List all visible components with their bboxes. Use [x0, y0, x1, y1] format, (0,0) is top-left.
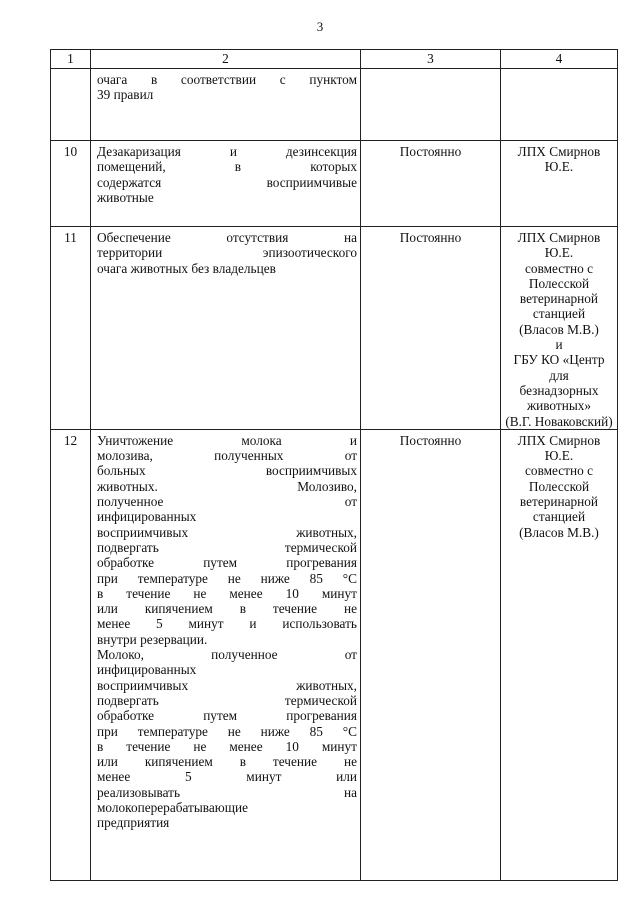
action-cell [91, 141, 361, 227]
action-line: внутри резервации. [97, 631, 208, 647]
table-header-row [51, 50, 618, 69]
responsible-cell [501, 141, 618, 227]
action-line: или кипячением в течение не [97, 601, 357, 617]
responsible-line: ветеринарной станцией [519, 291, 599, 322]
action-cell [91, 69, 361, 141]
action-line: территории эпизоотического [97, 245, 357, 261]
action-line: предприятия [97, 815, 170, 831]
responsible-line: (Власов М.В.) [519, 524, 599, 540]
responsible-line: (В.Г. Новаковский) [505, 413, 613, 429]
action-line: подвергать термической [97, 539, 357, 555]
table-row [51, 429, 618, 880]
responsible-line: ЛПХ Смирнов Ю.Е. [517, 432, 601, 464]
page-number: 3 [316, 19, 324, 34]
term-cell: Постоянно [361, 429, 501, 880]
action-line: животные [97, 189, 154, 205]
action-line: молокоперерабатывающие [97, 799, 248, 815]
responsible-line: ЛПХ Смирнов Ю.Е. [517, 230, 601, 261]
responsible-line: ЛПХ Смирнов Ю.Е. [517, 144, 601, 175]
action-line: Обеспечение отсутствия на [97, 230, 357, 245]
responsible-line: животных» [526, 398, 592, 414]
action-line: 39 правил [97, 87, 154, 103]
row-number-cell [51, 69, 91, 141]
action-line: помещений, в которых [97, 159, 357, 175]
row-number: 10 [51, 141, 91, 227]
action-line: при температуре не ниже 85 °С [97, 570, 357, 586]
action-line: полученное от [97, 494, 357, 510]
action-line: инфицированных [97, 509, 197, 525]
row-number: 11 [51, 227, 91, 430]
action-line: содержатся восприимчивые [97, 174, 357, 190]
action-line: в течение не менее 10 минут [97, 738, 357, 754]
responsible-line: безнадзорных [519, 382, 599, 398]
action-line: обработке путем прогревания [97, 708, 357, 724]
responsible-cell [501, 429, 618, 880]
table-row [51, 227, 618, 430]
action-cell [91, 429, 361, 880]
action-line: подвергать термической [97, 692, 357, 708]
action-line: при температуре не ниже 85 °С [97, 723, 357, 739]
row-number: 12 [51, 429, 91, 880]
responsible-line: ветеринарной станцией [519, 494, 599, 525]
responsible-line: совместно с Полесской [525, 463, 593, 494]
action-line: восприимчивых животных, [97, 677, 357, 693]
column-header-4: 4 [501, 50, 618, 69]
responsible-line: совместно с Полесской [525, 260, 593, 291]
responsible-cell [501, 227, 618, 430]
term-cell: Постоянно [361, 227, 501, 430]
action-line: в течение не менее 10 минут [97, 585, 357, 601]
action-line: восприимчивых животных, [97, 524, 357, 540]
action-line: Молоко, полученное от [97, 647, 357, 663]
action-line: больных восприимчивых [97, 463, 357, 479]
column-header-3: 3 [361, 50, 501, 69]
action-line: менее 5 минут или [97, 769, 357, 785]
action-line: очага животных без владельцев [97, 260, 276, 276]
action-line: реализовывать на [97, 784, 357, 800]
responsible-line: ГБУ КО «Центр для [513, 352, 605, 383]
action-line: молозива, полученных от [97, 448, 357, 464]
term-cell [361, 69, 501, 141]
action-line: обработке путем прогревания [97, 555, 357, 571]
responsible-cell [501, 69, 618, 141]
action-line: инфицированных [97, 662, 197, 678]
column-header-1: 1 [51, 50, 91, 69]
action-line: очага в соответствии с пунктом [97, 72, 357, 87]
responsible-line: (Власов М.В.) [519, 321, 599, 337]
responsible-line: и [555, 337, 563, 353]
action-line: или кипячением в течение не [97, 754, 357, 770]
table-row-continuation [51, 69, 618, 141]
table-row [51, 141, 618, 227]
action-line: животных. Молозиво, [97, 478, 357, 494]
column-header-2: 2 [91, 50, 361, 69]
measures-table [50, 49, 618, 881]
action-line: Уничтожение молока и [97, 432, 357, 448]
action-line: менее 5 минут и использовать [97, 616, 357, 632]
action-cell [91, 227, 361, 430]
action-line: Дезакаризация и дезинсекция [97, 144, 357, 159]
term-cell: Постоянно [361, 141, 501, 227]
